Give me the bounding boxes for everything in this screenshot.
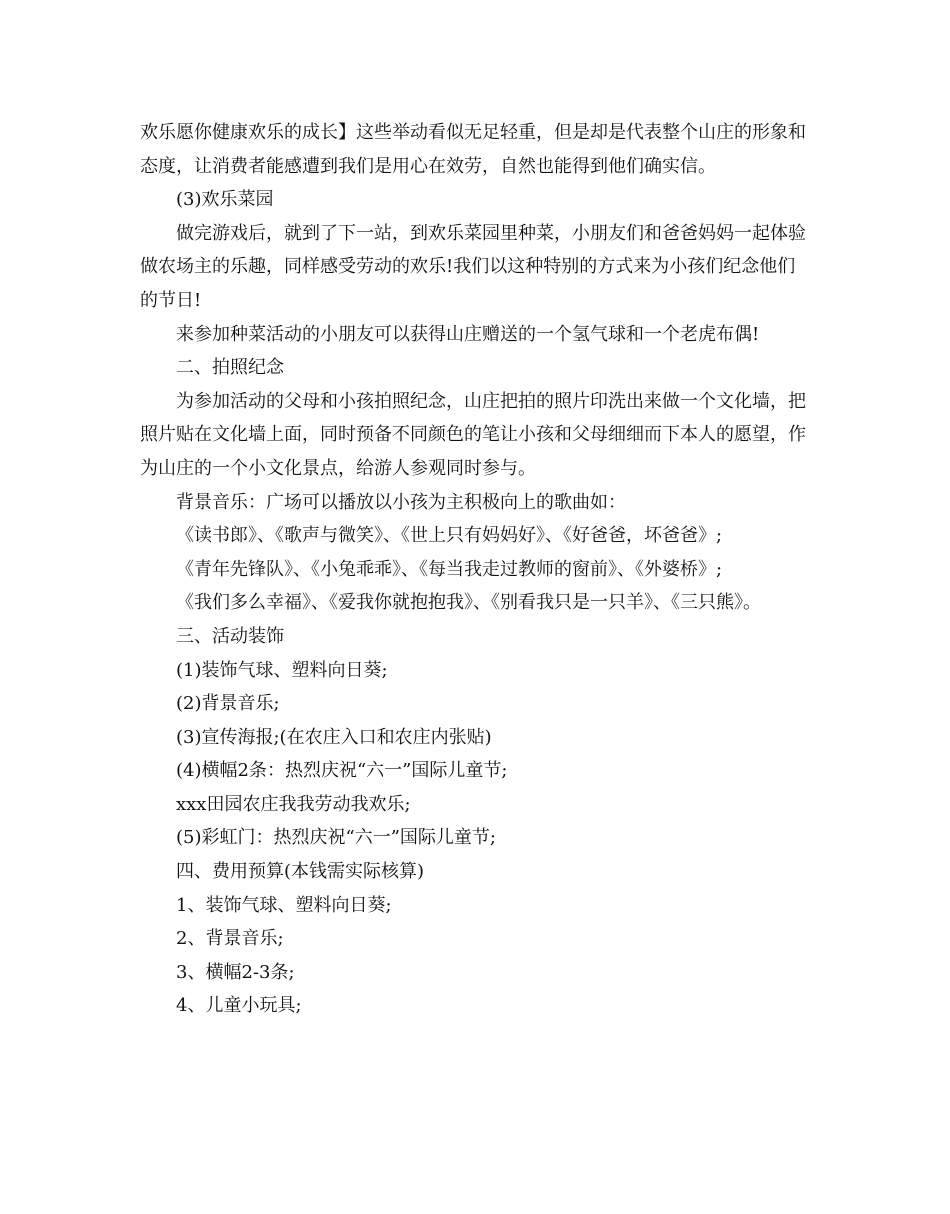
decoration-item-2: (2)背景音乐; <box>176 693 280 715</box>
document-body <box>140 116 810 1023</box>
heading-photo-memorial: 二、拍照纪念 <box>176 357 284 379</box>
budget-item-2: 2、背景音乐; <box>176 928 284 950</box>
song-list-line-1: 《读书郎》、《歌声与微笑》、《世上只有妈妈好》、《好爸爸，坏爸爸》; <box>176 525 723 547</box>
heading-budget: 四、费用预算(本钱需实际核算) <box>176 861 425 883</box>
paragraph-photo-wall: 为参加活动的父母和小孩拍照纪念，山庄把拍的照片印洗出来做一个文化墙，把照片贴在文化墙上面，同时预备不同颜色的笔让小孩和父母细细而下本人的愿望，作为山庄的一个小文化景点，给游人参观同时参与。 <box>140 390 806 479</box>
song-list-line-2: 《青年先锋队》、《小兔乖乖》、《每当我走过教师的窗前》、《外婆桥》; <box>176 558 723 580</box>
decoration-item-4-banner-2: xxx田园农庄我我劳动我欢乐; <box>176 793 411 815</box>
paragraph-garden-gift: 来参加种菜活动的小朋友可以获得山庄赠送的一个氢气球和一个老虎布偶! <box>176 323 760 345</box>
subheading-happy-garden: (3)欢乐菜园 <box>176 189 274 211</box>
heading-decoration: 三、活动装饰 <box>176 625 284 647</box>
decoration-item-3: (3)宣传海报;(在农庄入口和农庄内张贴) <box>176 726 492 748</box>
paragraph-garden-activity: 做完游戏后，就到了下一站，到欢乐菜园里种菜，小朋友们和爸爸妈妈一起体验做农场主的乐趣，同样感受劳动的欢乐!我们以这种特别的方式来为小孩们纪念他们的节日! <box>140 222 806 311</box>
paragraph-continued: 欢乐愿你健康欢乐的成长】这些举动看似无足轻重，但是却是代表整个山庄的形象和态度，让消费者能感遭到我们是用心在效劳，自然也能得到他们确实信。 <box>140 122 806 177</box>
paragraph-background-music: 背景音乐：广场可以播放以小孩为主积极向上的歌曲如： <box>176 491 626 513</box>
decoration-item-4: (4)横幅2条：热烈庆祝“六一”国际儿童节; <box>176 760 508 782</box>
decoration-item-5: (5)彩虹门：热烈庆祝“六一”国际儿童节; <box>176 827 496 849</box>
budget-item-1: 1、装饰气球、塑料向日葵; <box>176 894 392 916</box>
song-list-line-3: 《我们多么幸福》、《爱我你就抱抱我》、《别看我只是一只羊》、《三只熊》。 <box>176 592 761 614</box>
budget-item-3: 3、横幅2-3条; <box>176 961 295 983</box>
budget-item-4: 4、儿童小玩具; <box>176 995 302 1017</box>
decoration-item-1: (1)装饰气球、塑料向日葵; <box>176 659 388 681</box>
